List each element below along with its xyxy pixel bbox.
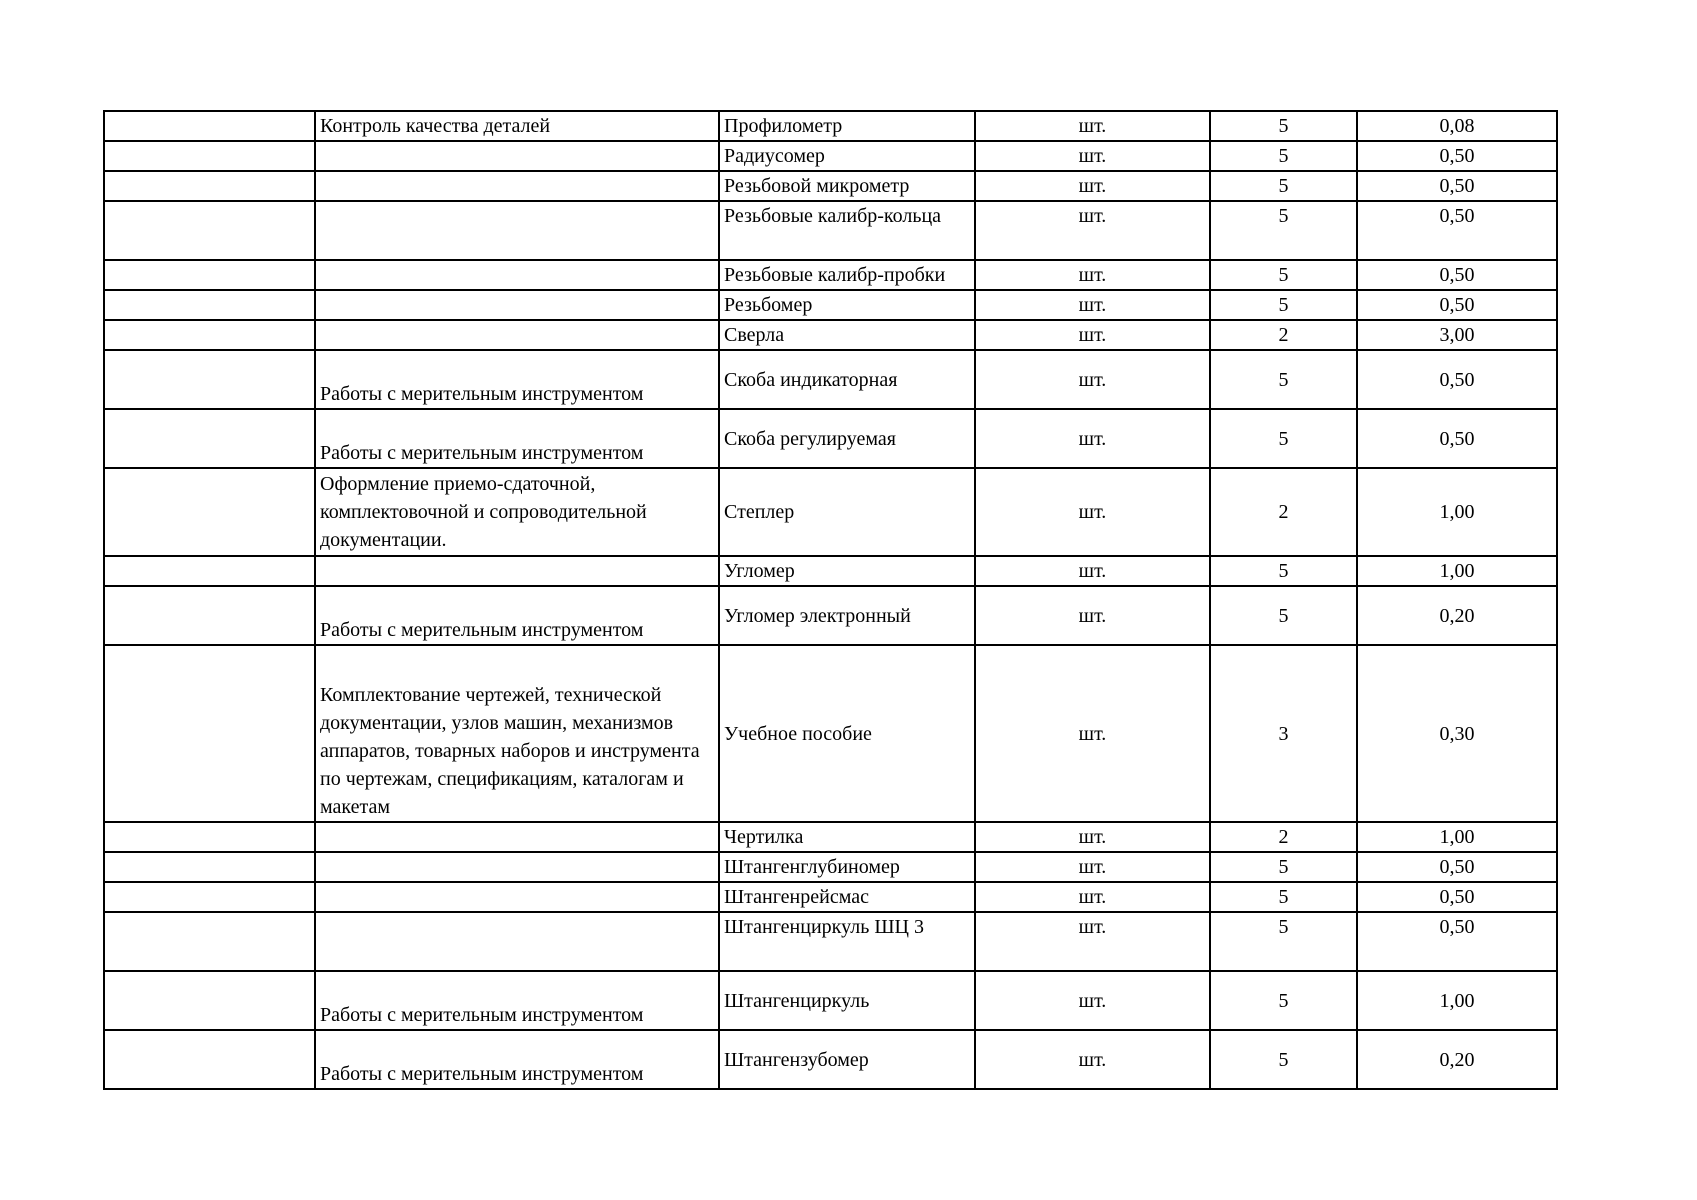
- equipment-name-cell: Штангензубомер: [719, 1030, 975, 1089]
- quantity-cell: 5: [1210, 882, 1357, 912]
- unit-cell: шт.: [975, 409, 1210, 468]
- unit-cell: шт.: [975, 171, 1210, 201]
- equipment-name-cell: Скоба индикаторная: [719, 350, 975, 409]
- equipment-name-cell: Штангенрейсмас: [719, 882, 975, 912]
- unit-cell: шт.: [975, 1030, 1210, 1089]
- norm-cell: 0,30: [1357, 645, 1557, 822]
- norm-cell: 0,50: [1357, 852, 1557, 882]
- equipment-name-cell: Резьбовые калибр-пробки: [719, 260, 975, 290]
- work-type-cell: Работы с мерительным инструментом: [315, 409, 719, 468]
- norm-cell: 0,20: [1357, 1030, 1557, 1089]
- table-row: [104, 971, 1557, 1030]
- table-row: [104, 409, 1557, 468]
- norm-cell: 3,00: [1357, 320, 1557, 350]
- unit-cell: шт.: [975, 556, 1210, 586]
- unit-cell: шт.: [975, 111, 1210, 141]
- norm-cell: 1,00: [1357, 556, 1557, 586]
- row-number-cell: [104, 586, 315, 645]
- unit-cell: шт.: [975, 468, 1210, 556]
- quantity-cell: 2: [1210, 320, 1357, 350]
- quantity-cell: 3: [1210, 645, 1357, 822]
- quantity-cell: 2: [1210, 468, 1357, 556]
- unit-cell: шт.: [975, 912, 1210, 971]
- norm-cell: 0,08: [1357, 111, 1557, 141]
- row-number-cell: [104, 1030, 315, 1089]
- table-row: [104, 468, 1557, 556]
- norm-cell: 0,50: [1357, 350, 1557, 409]
- table-row: [104, 171, 1557, 201]
- equipment-name-cell: Угломер электронный: [719, 586, 975, 645]
- row-number-cell: [104, 556, 315, 586]
- norm-cell: 0,50: [1357, 201, 1557, 260]
- table-row: [104, 1030, 1557, 1089]
- table-row: [104, 290, 1557, 320]
- work-type-cell: Оформление приемо-сдаточной, комплектовочной и сопроводительной документации.: [315, 468, 719, 556]
- norm-cell: 1,00: [1357, 822, 1557, 852]
- quantity-cell: 5: [1210, 260, 1357, 290]
- norm-cell: 0,50: [1357, 882, 1557, 912]
- quantity-cell: 5: [1210, 409, 1357, 468]
- equipment-name-cell: Степлер: [719, 468, 975, 556]
- equipment-name-cell: Скоба регулируемая: [719, 409, 975, 468]
- table-row: [104, 586, 1557, 645]
- table-row: [104, 912, 1557, 971]
- work-type-cell: [315, 171, 719, 201]
- table-row: [104, 556, 1557, 586]
- unit-cell: шт.: [975, 971, 1210, 1030]
- quantity-cell: 5: [1210, 1030, 1357, 1089]
- norm-cell: 0,50: [1357, 290, 1557, 320]
- norm-cell: 1,00: [1357, 468, 1557, 556]
- quantity-cell: 5: [1210, 290, 1357, 320]
- row-number-cell: [104, 912, 315, 971]
- row-number-cell: [104, 822, 315, 852]
- norm-cell: 1,00: [1357, 971, 1557, 1030]
- row-number-cell: [104, 290, 315, 320]
- work-type-cell: [315, 141, 719, 171]
- work-type-cell: [315, 822, 719, 852]
- work-type-cell: [315, 912, 719, 971]
- row-number-cell: [104, 141, 315, 171]
- norm-cell: 0,50: [1357, 171, 1557, 201]
- quantity-cell: 2: [1210, 822, 1357, 852]
- row-number-cell: [104, 882, 315, 912]
- unit-cell: шт.: [975, 852, 1210, 882]
- unit-cell: шт.: [975, 882, 1210, 912]
- equipment-name-cell: Радиусомер: [719, 141, 975, 171]
- quantity-cell: 5: [1210, 586, 1357, 645]
- quantity-cell: 5: [1210, 350, 1357, 409]
- work-type-cell: [315, 290, 719, 320]
- table-row: [104, 111, 1557, 141]
- unit-cell: шт.: [975, 141, 1210, 171]
- work-type-cell: [315, 260, 719, 290]
- unit-cell: шт.: [975, 290, 1210, 320]
- equipment-name-cell: Чертилка: [719, 822, 975, 852]
- equipment-name-cell: Резьбомер: [719, 290, 975, 320]
- norm-cell: 0,50: [1357, 409, 1557, 468]
- equipment-name-cell: Резьбовой микрометр: [719, 171, 975, 201]
- table-row: [104, 645, 1557, 822]
- quantity-cell: 5: [1210, 141, 1357, 171]
- work-type-cell: [315, 852, 719, 882]
- work-type-cell: Комплектование чертежей, технической документации, узлов машин, механизмов аппаратов, товарных наборов и инструмента по чертежам, спецификациям, каталогам и макетам: [315, 645, 719, 822]
- work-type-cell: [315, 882, 719, 912]
- row-number-cell: [104, 171, 315, 201]
- row-number-cell: [104, 320, 315, 350]
- work-type-cell: [315, 201, 719, 260]
- work-type-cell: Работы с мерительным инструментом: [315, 586, 719, 645]
- table-row: [104, 882, 1557, 912]
- table-row: [104, 852, 1557, 882]
- equipment-name-cell: Штангенциркуль ШЦ 3: [719, 912, 975, 971]
- equipment-table: [103, 110, 1558, 1090]
- equipment-name-cell: Резьбовые калибр-кольца: [719, 201, 975, 260]
- equipment-name-cell: Штангенглубиномер: [719, 852, 975, 882]
- quantity-cell: 5: [1210, 171, 1357, 201]
- work-type-cell: [315, 556, 719, 586]
- norm-cell: 0,20: [1357, 586, 1557, 645]
- unit-cell: шт.: [975, 260, 1210, 290]
- row-number-cell: [104, 111, 315, 141]
- equipment-name-cell: Учебное пособие: [719, 645, 975, 822]
- table-row: [104, 201, 1557, 260]
- unit-cell: шт.: [975, 822, 1210, 852]
- work-type-cell: [315, 320, 719, 350]
- norm-cell: 0,50: [1357, 912, 1557, 971]
- table-row: [104, 822, 1557, 852]
- work-type-cell: Работы с мерительным инструментом: [315, 1030, 719, 1089]
- unit-cell: шт.: [975, 586, 1210, 645]
- unit-cell: шт.: [975, 350, 1210, 409]
- work-type-cell: Работы с мерительным инструментом: [315, 971, 719, 1030]
- work-type-cell: Контроль качества деталей: [315, 111, 719, 141]
- row-number-cell: [104, 409, 315, 468]
- equipment-name-cell: Сверла: [719, 320, 975, 350]
- table-row: [104, 141, 1557, 171]
- unit-cell: шт.: [975, 201, 1210, 260]
- unit-cell: шт.: [975, 320, 1210, 350]
- quantity-cell: 5: [1210, 912, 1357, 971]
- table-row: [104, 350, 1557, 409]
- norm-cell: 0,50: [1357, 141, 1557, 171]
- row-number-cell: [104, 201, 315, 260]
- equipment-name-cell: Штангенциркуль: [719, 971, 975, 1030]
- quantity-cell: 5: [1210, 852, 1357, 882]
- unit-cell: шт.: [975, 645, 1210, 822]
- quantity-cell: 5: [1210, 111, 1357, 141]
- table-row: [104, 260, 1557, 290]
- row-number-cell: [104, 971, 315, 1030]
- work-type-cell: Работы с мерительным инструментом: [315, 350, 719, 409]
- quantity-cell: 5: [1210, 556, 1357, 586]
- quantity-cell: 5: [1210, 201, 1357, 260]
- row-number-cell: [104, 468, 315, 556]
- row-number-cell: [104, 645, 315, 822]
- equipment-name-cell: Профилометр: [719, 111, 975, 141]
- row-number-cell: [104, 852, 315, 882]
- norm-cell: 0,50: [1357, 260, 1557, 290]
- row-number-cell: [104, 350, 315, 409]
- equipment-name-cell: Угломер: [719, 556, 975, 586]
- row-number-cell: [104, 260, 315, 290]
- table-row: [104, 320, 1557, 350]
- quantity-cell: 5: [1210, 971, 1357, 1030]
